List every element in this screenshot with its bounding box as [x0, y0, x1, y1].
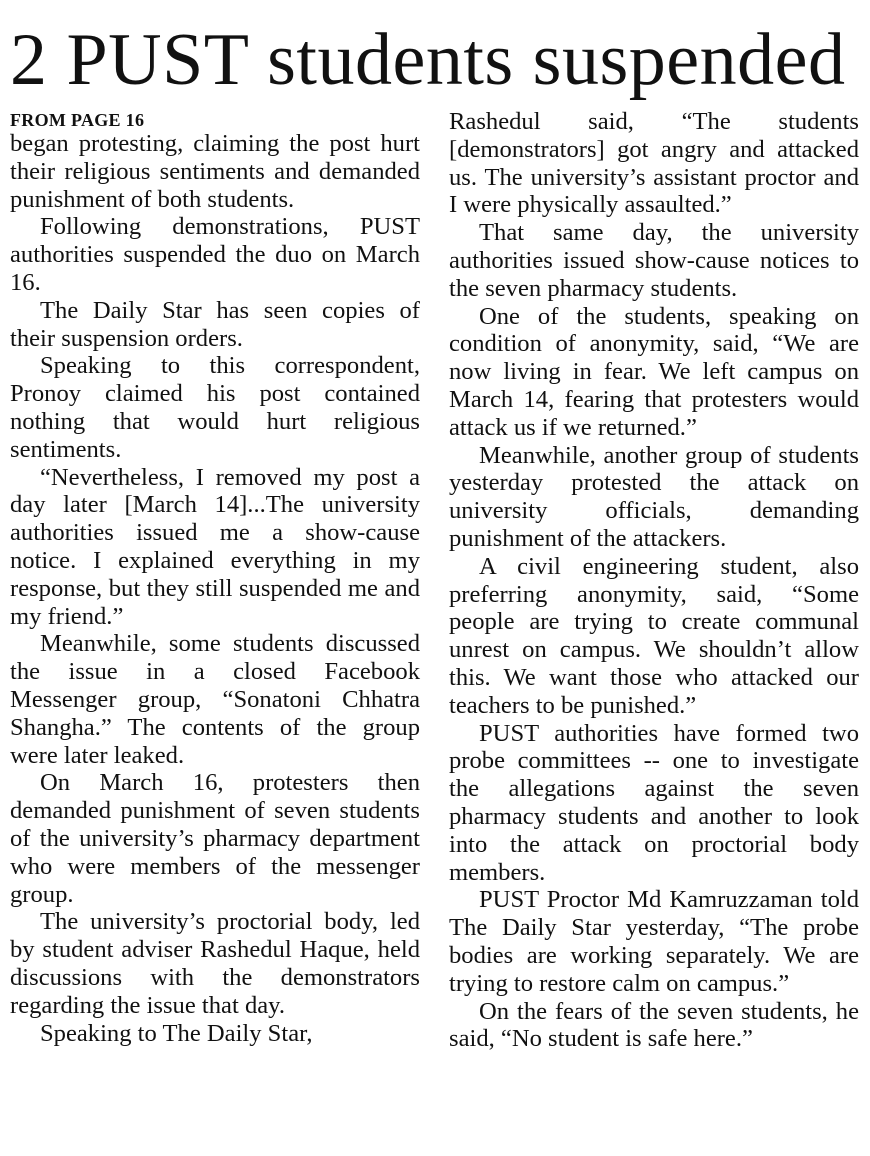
continuation-label: FROM PAGE 16 — [10, 110, 145, 130]
paragraph: Rashedul said, “The students [demonstrators] got angry and attacked us. The university’s assistant proctor and I were physically assaulted.” — [449, 108, 859, 219]
paragraph: Meanwhile, some students discussed the issue in a closed Facebook Messenger group, “Sonatoni Chhatra Shangha.” The contents of the group were later leaked. — [10, 630, 420, 769]
paragraph: The Daily Star has seen copies of their suspension orders. — [10, 296, 420, 352]
paragraph: Speaking to this correspondent, Pronoy claimed his post contained nothing that would hurt religious sentiments. — [10, 352, 420, 463]
paragraph: On the fears of the seven students, he said, “No student is safe here.” — [449, 997, 859, 1053]
paragraph: began protesting, claiming the post hurt their religious sentiments and demanded punishment of both students. — [10, 130, 420, 213]
paragraph: The university’s proctorial body, led by student adviser Rashedul Haque, held discussions with the demonstrators regarding the issue that day. — [10, 908, 420, 1019]
article-column-left — [10, 108, 420, 1047]
paragraph: PUST Proctor Md Kamruzzaman told The Daily Star yesterday, “The probe bodies are working separately. We are trying to restore calm on campus.” — [449, 886, 859, 997]
paragraph: A civil engineering student, also preferring anonymity, said, “Some people are trying to create communal unrest on campus. We shouldn’t allow this. We want those who attacked our teachers to be punished.” — [449, 552, 859, 719]
article-column-right — [449, 108, 859, 1053]
paragraph: “Nevertheless, I removed my post a day later [March 14]...The university authorities issued me a show-cause notice. I explained everything in my response, but they still suspended me and my friend.” — [10, 463, 420, 630]
paragraph: On March 16, protesters then demanded punishment of seven students of the university’s pharmacy department who were members of the messenger group. — [10, 769, 420, 908]
paragraph: Following demonstrations, PUST authorities suspended the duo on March 16. — [10, 213, 420, 296]
paragraph: Meanwhile, another group of students yesterday protested the attack on university officials, demanding punishment of the attackers. — [449, 441, 859, 552]
paragraph: Speaking to The Daily Star, — [40, 1019, 313, 1047]
headline: 2 PUST students suspended — [10, 19, 846, 101]
paragraph: One of the students, speaking on condition of anonymity, said, “We are now living in fear. We left campus on March 14, fearing that protesters would attack us if we returned.” — [449, 302, 859, 441]
paragraph: That same day, the university authorities issued show-cause notices to the seven pharmacy students. — [449, 219, 859, 302]
paragraph: PUST authorities have formed two probe committees -- one to investigate the allegations against the seven pharmacy students and another to look into the attack on proctorial body members. — [449, 719, 859, 886]
